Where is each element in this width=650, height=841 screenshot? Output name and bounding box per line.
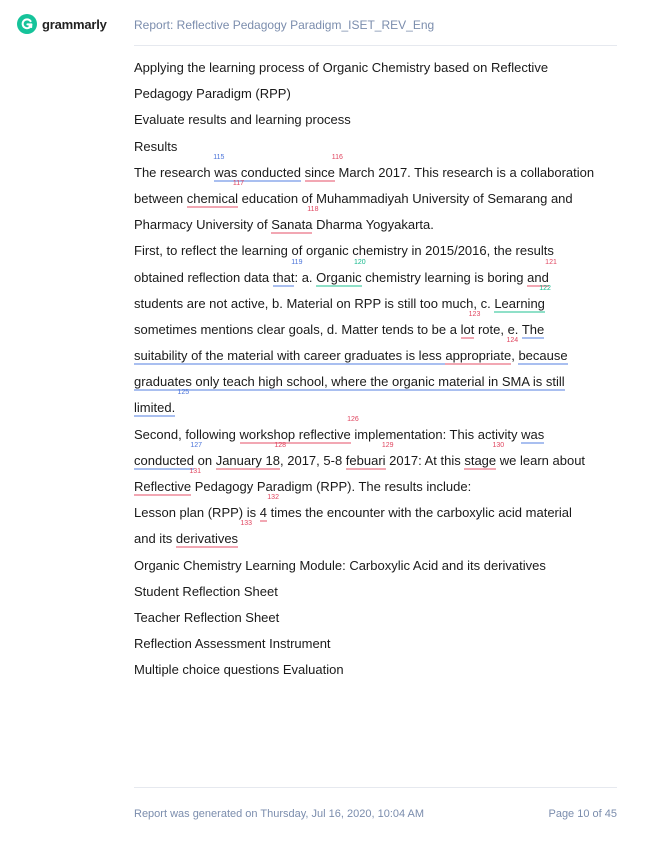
flagged-phrase[interactable]: limited. 125	[134, 389, 190, 416]
flagged-phrase[interactable]: Learning 122	[494, 284, 551, 311]
text-line: The research 115 was conducted since 116 March 2017. This research is a collaboration	[134, 153, 595, 180]
flagged-phrase[interactable]: because	[518, 348, 568, 364]
report-title: Report: Reflective Pedagogy Paradigm_ISET_REV_Eng	[134, 18, 435, 32]
flagged-phrase[interactable]: febuari 129	[345, 441, 394, 468]
issue-marker-120[interactable]: 120	[354, 258, 366, 266]
flagged-phrase[interactable]: conducted 127	[134, 441, 202, 468]
issue-marker-121[interactable]: 121	[545, 258, 557, 266]
text-line: Applying the learning process of Organic Chemistry based on Reflective	[134, 60, 549, 75]
issue-marker-129[interactable]: 129	[381, 441, 394, 449]
text-line: suitability of the material with career graduates is less appropriate, 124 because	[134, 337, 568, 364]
page-number: Page 10 of 45	[548, 808, 617, 820]
issue-marker-115[interactable]: 115	[213, 153, 225, 161]
issue-marker-124[interactable]: 124	[506, 337, 519, 345]
flagged-phrase[interactable]: was	[521, 426, 545, 442]
text-line: and its derivatives 133	[134, 520, 253, 547]
header-divider	[134, 45, 617, 46]
flagged-phrase[interactable]: derivatives 133	[175, 520, 253, 547]
text-line: Reflective 131 Pedagogy Paradigm (RPP). The results include:	[134, 468, 472, 494]
flagged-phrase[interactable]: 4 132	[259, 494, 279, 521]
brand-name: grammarly	[42, 16, 107, 32]
flagged-phrase[interactable]: stage 130	[464, 441, 505, 468]
text-line: Reflection Assessment Instrument	[134, 636, 331, 652]
text-line: Evaluate results and learning process	[134, 112, 351, 128]
flagged-phrase[interactable]: suitability of the material with career graduates is less	[134, 348, 446, 364]
issue-marker-116[interactable]: 116	[331, 153, 343, 161]
text-line	[134, 369, 624, 395]
text-line: obtained reflection data that 119 : a. Organic 120 chemistry learning is boring and 121	[134, 258, 557, 285]
flagged-phrase[interactable]: appropriate	[445, 348, 512, 364]
text-line: Pedagogy Paradigm (RPP)	[134, 86, 291, 102]
text-line: Multiple choice questions Evaluation	[134, 662, 344, 678]
issue-marker-117[interactable]: 117	[232, 179, 245, 187]
flagged-phrase[interactable]: lot 123	[460, 310, 481, 337]
text-line: First, to reflect the learning of organic chemistry in 2015/2016, the results	[134, 243, 554, 259]
flagged-phrase[interactable]: that 119	[272, 258, 303, 285]
issue-marker-119[interactable]: 119	[291, 258, 303, 266]
flagged-phrase[interactable]: The	[521, 321, 545, 337]
flagged-phrase[interactable]: was conducted	[214, 164, 301, 180]
issue-marker-128[interactable]: 128	[274, 441, 287, 449]
flagged-phrase[interactable]: since 116	[304, 153, 343, 180]
issue-marker-118[interactable]: 118	[307, 206, 319, 214]
text-line: Results	[134, 138, 178, 154]
flagged-phrase[interactable]: Organic 120	[316, 258, 366, 285]
text-line: between chemical 117 education of Muhammadiyah University of Semarang and	[134, 179, 573, 206]
text-line: Teacher Reflection Sheet	[134, 609, 280, 625]
report-generated-text: Report was generated on Thursday, Jul 16, 2020, 10:04 AM	[134, 808, 425, 820]
flagged-phrase[interactable]: Reflective 131	[134, 468, 202, 494]
text-line: students are not active, b. Material on RPP is still too much, c. Learning 122	[134, 284, 551, 311]
text-line: Second, following workshop reflective 126 implementation: This activity was	[134, 415, 545, 442]
issue-marker-126[interactable]: 126	[347, 415, 359, 423]
issue-marker-125[interactable]: 125	[177, 389, 190, 397]
issue-marker-131[interactable]: 131	[189, 468, 202, 475]
grammarly-brand	[17, 14, 107, 34]
flagged-phrase[interactable]: chemical 117	[186, 179, 245, 206]
text-line: Lesson plan (RPP) is 4 132 times the encounter with the carboxylic acid material	[134, 494, 572, 521]
flagged-phrase[interactable]: graduates only teach high school, where the organic material in SMA is still	[134, 374, 565, 390]
issue-marker-130[interactable]: 130	[492, 441, 505, 449]
issue-marker-133[interactable]: 133	[240, 520, 253, 528]
text-line	[134, 389, 624, 421]
flagged-phrase[interactable]: January 18 128	[215, 441, 287, 468]
text-line: Organic Chemistry Learning Module: Carboxylic Acid and its derivatives	[134, 557, 546, 573]
issue-marker-123[interactable]: 123	[468, 310, 481, 318]
issue-marker-127[interactable]: 127	[190, 441, 202, 449]
footer-divider	[134, 787, 617, 788]
flagged-phrase[interactable]: Sanata 118	[271, 206, 319, 233]
flagged-phrase[interactable]: and 121	[527, 258, 557, 285]
issue-marker-132[interactable]: 132	[267, 494, 279, 502]
grammarly-logo-icon	[17, 14, 37, 34]
flagged-phrase[interactable]: workshop reflective 126	[239, 415, 359, 442]
text-line: conducted 127 on January 18 128 , 2017, 5-8 febuari 129 2017: At this stage 130 we learn about	[134, 441, 586, 468]
text-line: Student Reflection Sheet	[134, 583, 278, 599]
text-line: sometimes mentions clear goals, d. Matter tends to be a lot 123 rote, e. The	[134, 310, 545, 337]
document-body	[134, 55, 624, 684]
issue-marker-122[interactable]: 122	[539, 284, 551, 292]
text-line: Pharmacy University of Sanata 118 Dharma Yogyakarta.	[134, 206, 434, 233]
